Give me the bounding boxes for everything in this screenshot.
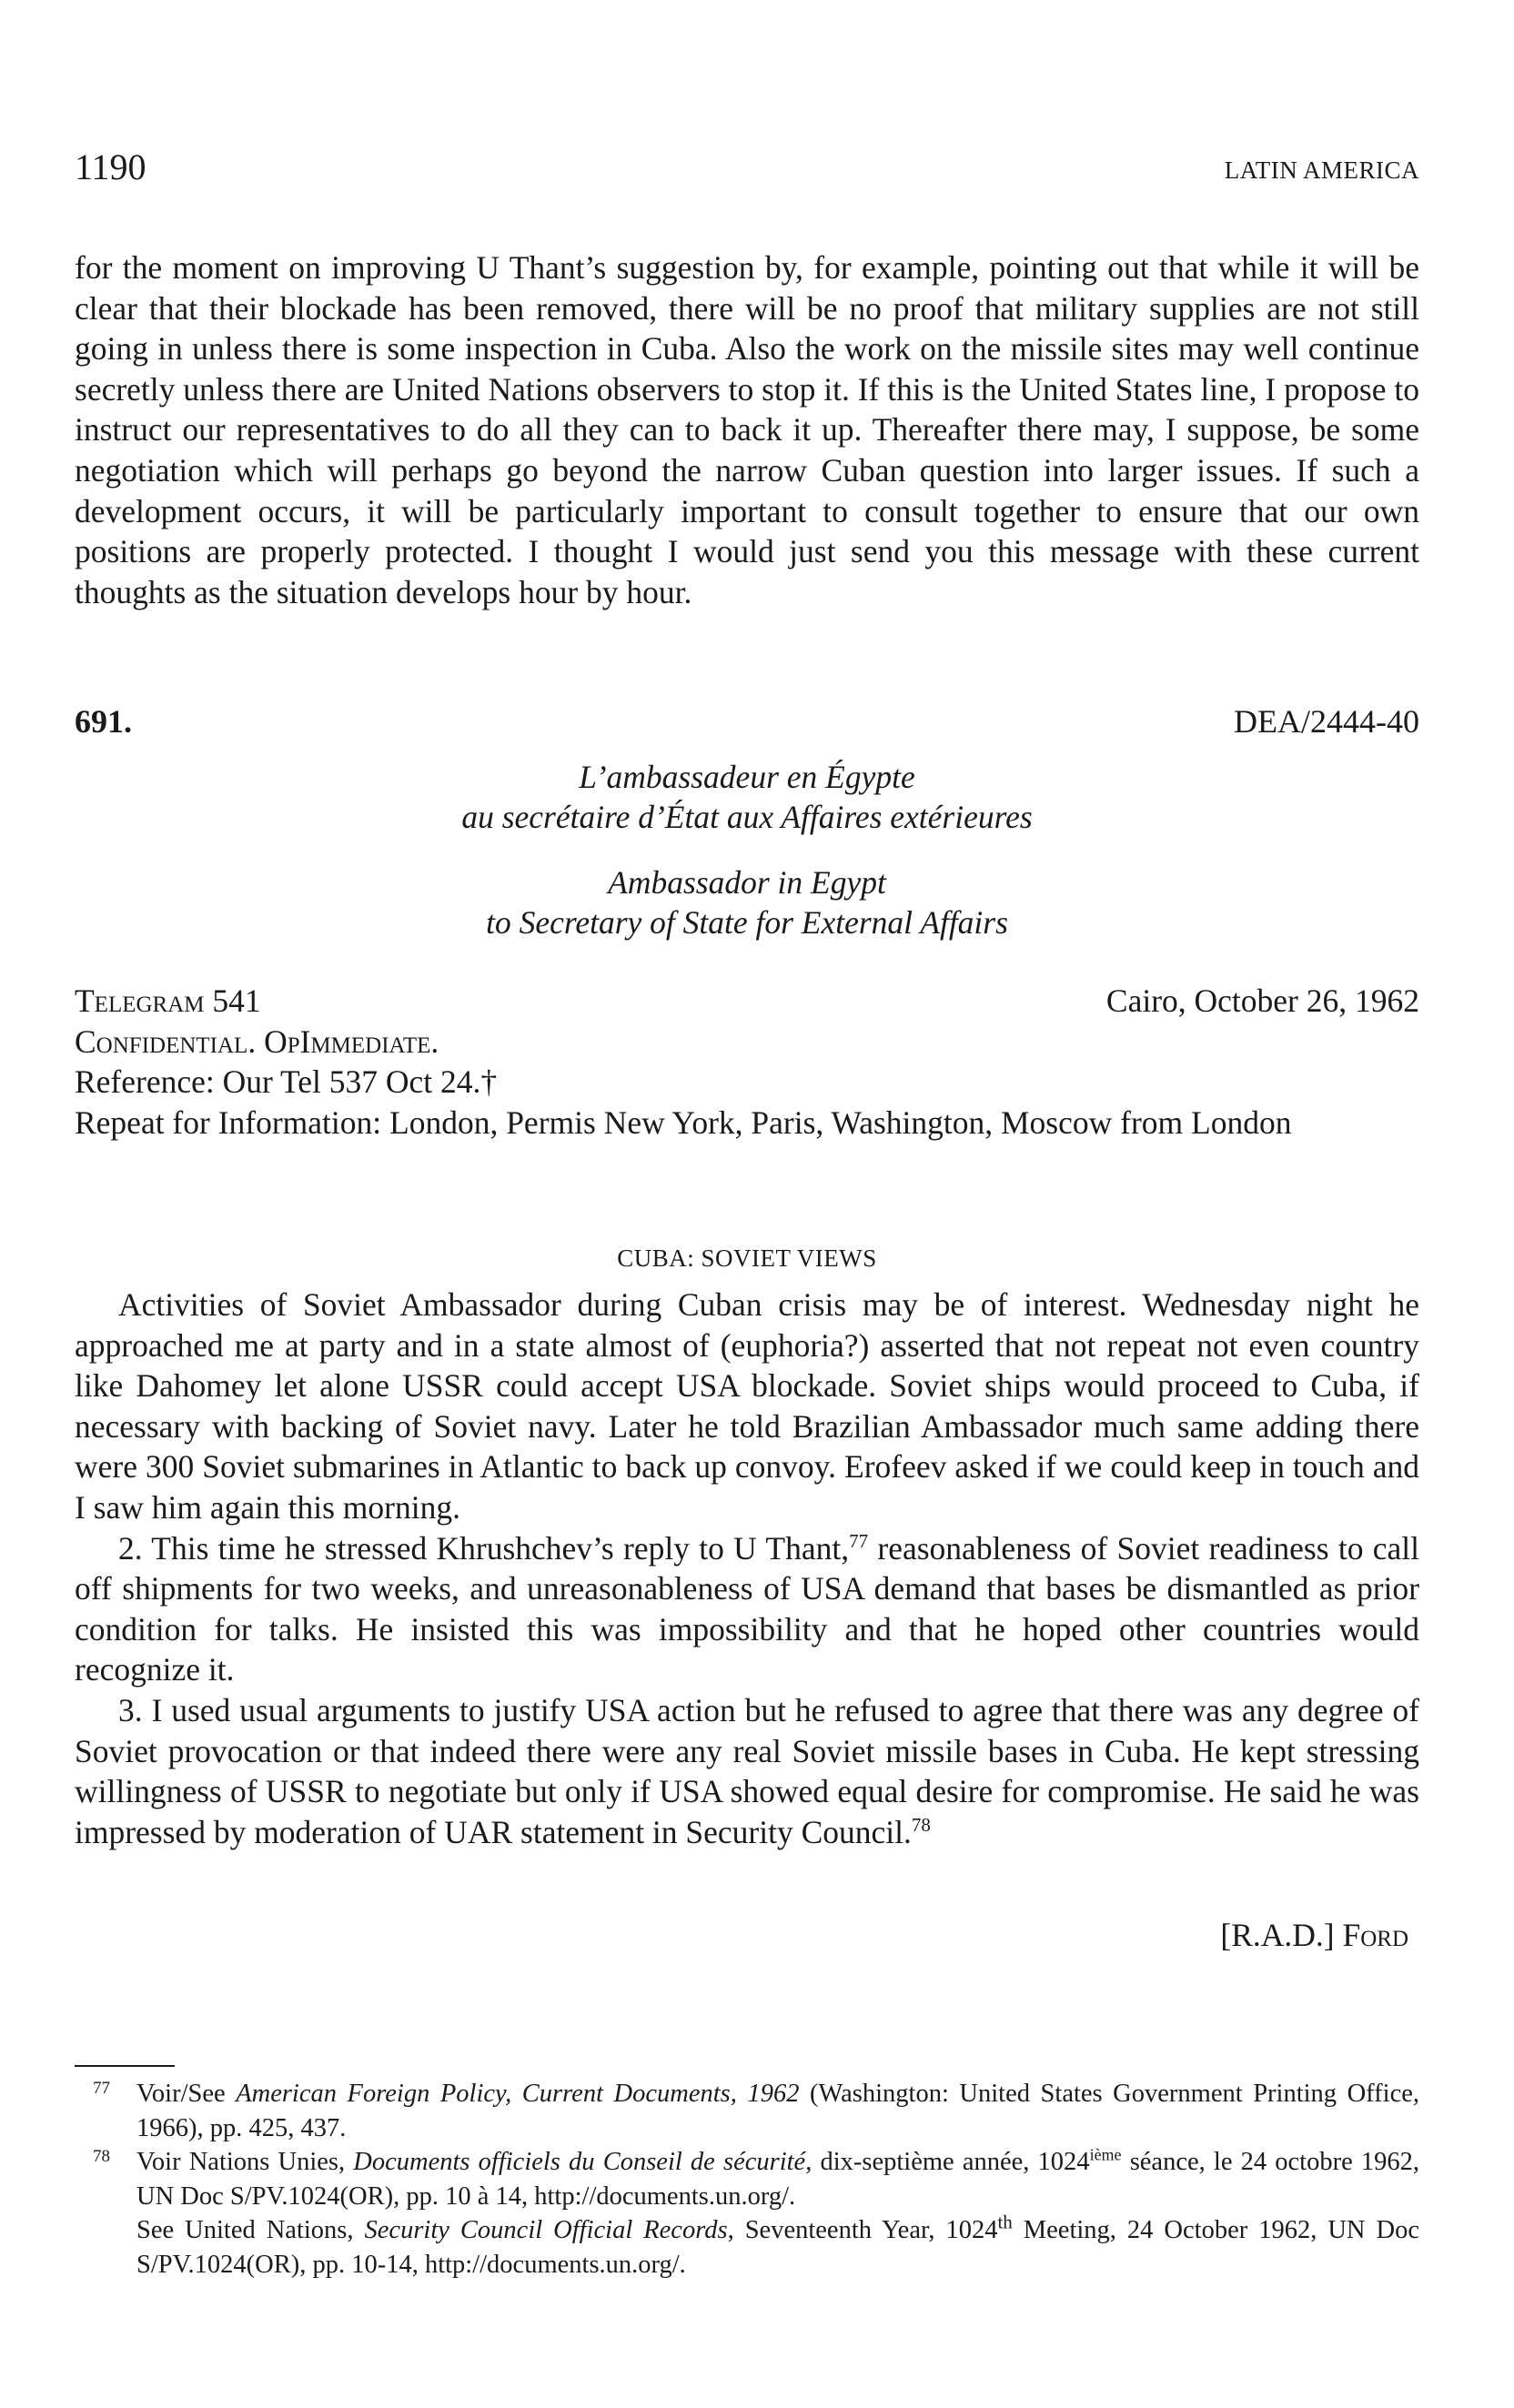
place-date: Cairo, October 26, 1962 [1105, 982, 1419, 1019]
reference-line: Reference: Our Tel 537 Oct 24.† [75, 1063, 498, 1100]
paragraph-2-part-b: reasonableness of Soviet readiness to call off shipments for two weeks, and unreasonableness of USA demand that bases be dismantled as prior condition for talks. He insisted this was impossibility and that he hoped other countries would recognize it. [75, 1529, 1419, 1688]
document-titles [75, 757, 1419, 942]
title-en-line2: to Secretary of State for External Affairs [486, 904, 1008, 941]
footnote-78-ordinal: ième [1089, 2145, 1122, 2164]
paragraph-2-part-a: 2. This time he stressed Khrushchev’s reply to U Thant, [118, 1529, 850, 1567]
paragraph-1: Activities of Soviet Ambassador during Cuban crisis may be of interest. Wednesday night he approached me at party and in a state almost of (euphoria?) asserted that not repeat not even country like Dahomey let alone USSR could accept USA blockade. Soviet ships would proceed to Cuba, if necessary with backing of Soviet navy. Later he told Brazilian Ambassador much same adding there were 300 Soviet submarines in Atlantic to back up convoy. Erofeev asked if we could keep in touch and I saw him again this morning. [75, 1286, 1419, 1526]
footnote-77-mark: 77 [93, 2079, 110, 2098]
page-header [75, 146, 1419, 191]
footnote-78-en-title: Security Council Official Records [364, 2216, 728, 2244]
continuation-section [75, 247, 1419, 612]
document-number: 691. [75, 703, 132, 740]
footnote-78-mark: 78 [93, 2147, 110, 2166]
footnote-77-text-b: (Washington: United States Government Printing Office, 1966), pp. 425, 437. [136, 2080, 1419, 2142]
title-fr-line1: L’ambassadeur en Égypte [579, 759, 915, 795]
footnote-78-text-c: séance, le 24 octobre 1962, UN Doc S/PV.1024(OR), pp. 10 à 14, http://documents.un.org/. [136, 2148, 1420, 2211]
footnote-78 [75, 2145, 1419, 2213]
footnote-78-en-text-c: Meeting, 24 October 1962, UN Doc S/PV.1024(OR), pp. 10-14, http://documents.un.org/. [136, 2216, 1419, 2279]
page-number: 1190 [75, 146, 146, 187]
telegram-number: Telegram 541 [75, 982, 261, 1019]
continuation-paragraph: for the moment on improving U Thant’s suggestion by, for example, pointing out that while it will be clear that their blockade has been removed, there will be no proof that military supplies are not still going in unless there is some inspection in Cuba. Also the work on the missile sites may well continue secretly unless there are United Nations observers to stop it. If this is the United States line, I propose to instruct our representatives to do all they can to back it up. Thereafter there may, I suppose, be some negotiation which will perhaps go beyond the narrow Cuban question into larger issues. If such a development occurs, it will be particularly important to consult together to ensure that our own positions are properly protected. I thought I would just send you this message with these current thoughts as the situation develops hour by hour. [75, 249, 1419, 610]
footnote-ref-78: 78 [911, 1813, 931, 1836]
paragraph-3 [75, 1690, 1419, 1852]
running-head: LATIN AMERICA [1224, 156, 1419, 184]
footnotes [75, 2077, 1419, 2282]
telegram-body [75, 1285, 1419, 1852]
footnote-77-title: American Foreign Policy, Current Documents, 1962 [236, 2080, 800, 2108]
repeat-line: Repeat for Information: London, Permis New York, Paris, Washington, Moscow from London [75, 1103, 1292, 1141]
footnote-77-text-a: Voir/See [136, 2080, 237, 2108]
footnote-78-title: Documents officiels du Conseil de sécurité [353, 2148, 806, 2176]
footnote-78-en-ordinal: th [997, 2211, 1013, 2233]
paragraph-2 [75, 1528, 1419, 1690]
footnote-divider [75, 2065, 175, 2067]
footnote-ref-77: 77 [849, 1529, 869, 1552]
document-heading [75, 702, 1419, 748]
classification: Confidential. OpImmediate. [75, 1023, 439, 1060]
paragraph-3-text: 3. I used usual arguments to justify USA action but he refused to agree that there was any degree of Soviet provocation or that indeed there were any real Soviet missile bases in Cuba. He kept stressing willingness of USSR to negotiate but only if USA showed equal desire for compromise. He said he was impressed by moderation of UAR statement in Security Council. [75, 1691, 1419, 1850]
footnote-78-text-a: Voir Nations Unies, [136, 2148, 354, 2176]
document-reference: DEA/2444-40 [1234, 703, 1419, 740]
telegram-metadata [75, 981, 1419, 1143]
footnote-78-text-b: , dix-septième année, 1024 [805, 2148, 1090, 2176]
document-page [75, 0, 1419, 2408]
signature: [R.A.D.] Ford [1220, 1917, 1408, 1953]
footnote-78-en-text-a: See United Nations, [136, 2216, 365, 2244]
footnote-78-en-text-b: , Seventeenth Year, 1024 [727, 2216, 998, 2244]
footnote-78-english [75, 2213, 1419, 2282]
title-fr-line2: au secrétaire d’État aux Affaires extérieures [461, 799, 1033, 835]
footnote-77 [75, 2077, 1419, 2145]
title-en-line1: Ambassador in Egypt [608, 864, 886, 901]
section-title: CUBA: SOVIET VIEWS [617, 1244, 877, 1272]
